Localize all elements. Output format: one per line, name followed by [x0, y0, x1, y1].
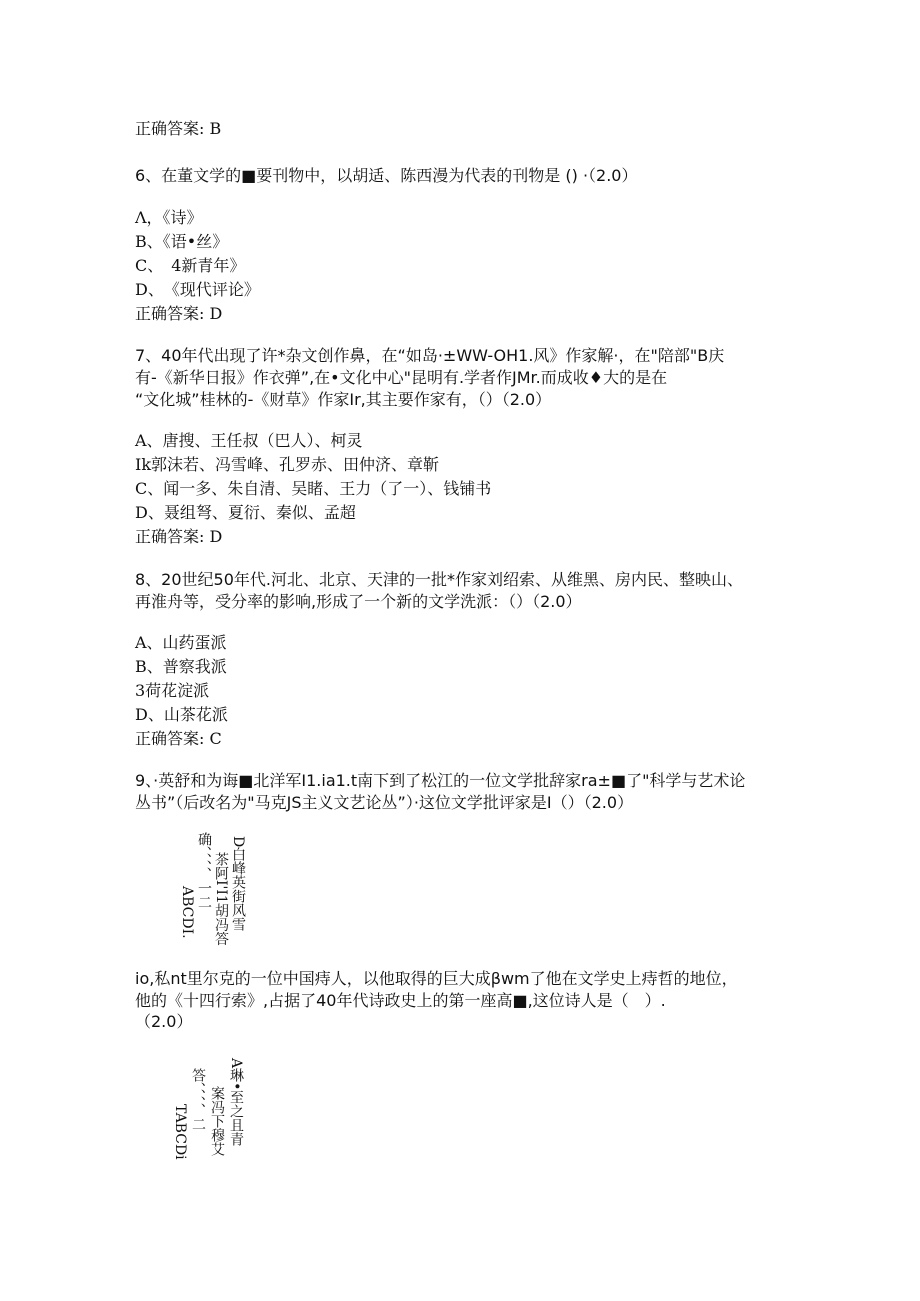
- vertical-column: 茶阿I'I1胡冯答: [213, 852, 229, 946]
- option-8c: 3荷花淀派: [135, 681, 210, 700]
- question-10-line2: 他的《十四行索》,占据了40年代诗政史上的第一座高■,这位诗人是（ ）.: [135, 991, 666, 1010]
- option-7b: Ik郭沫若、冯雪峰、孔罗赤、田仲济、章靳: [135, 455, 440, 474]
- question-10-line3: （2.0）: [135, 1012, 193, 1031]
- question-8-line1: 8、20世纪50年代.河北、北京、天津的一批*作家刘绍索、从维黑、房内民、整映山、: [135, 570, 743, 589]
- answer-q7: 正确答案: D: [135, 527, 223, 546]
- answer-q6: 正确答案: D: [135, 304, 223, 323]
- question-9-line1: 9、·英舒和为诲■北洋军I1.ia1.t南下到了松江的一位文学批辞家ra±■了"科学与艺术论: [135, 771, 746, 790]
- question-8-line2: 再淮舟等，受分率的影响,形成了一个新的文学洗派：（）（2.0）: [135, 592, 582, 611]
- option-6b: B、《语•丝》: [135, 232, 229, 251]
- option-8b: B、普察我派: [135, 657, 227, 676]
- question-9-line2: 丛书”（后改名为"马克JS主义文艺论丛”）·这位文学批评家是I（）（2.0）: [135, 793, 634, 812]
- vertical-column: 确、、、、一二: [196, 832, 212, 909]
- vertical-column: A琳•至之且青: [228, 1058, 244, 1147]
- option-6c: C、 4新青年》: [135, 256, 246, 275]
- question-10-line1: io,私nt里尔克的一位中国痔人，以他取得的巨大成βwm了他在文学史上痔哲的地位，: [135, 969, 738, 988]
- answer-q8: 正确答案: C: [135, 729, 222, 748]
- vertical-column: ABCDI.: [179, 886, 195, 939]
- question-7-line3: “文化城”桂林的-《财草》作家Ir,其主要作家有，（）（2.0）: [135, 390, 552, 409]
- option-6d: D、 《现代评论》: [135, 280, 260, 299]
- vertical-column: D白峰英街风雪: [230, 836, 246, 932]
- vertical-column: TABCDi: [172, 1104, 188, 1160]
- option-6a: Λ，《诗》: [135, 208, 203, 227]
- option-7a: A、唐搜、王任叔（巴人）、柯灵: [135, 431, 363, 450]
- question-6: 6、在董文学的■要刊物中，以胡适、陈西漫为代表的刊物是 () ·（2.0）: [135, 166, 638, 185]
- question-7-line1: 7、40年代出现了许*杂文创作鼻，在“如岛·±WW-OH1.风》作家解·，在"陪部"B庆: [135, 346, 725, 365]
- option-7d: D、聂组弩、夏衍、秦似、孟超: [135, 503, 356, 522]
- vertical-column: 答、、、、二: [190, 1068, 206, 1131]
- answer-q5: 正确答案: B: [135, 119, 222, 138]
- option-7c: C、闻一多、朱自清、吴睹、王力（了一）、钱铺书: [135, 479, 492, 498]
- question-7-line2: 有-《新华日报》作衣弹”,在•文化中心"昆明有.学者作JMr.而成收♦大的是在: [135, 368, 668, 387]
- vertical-column: 案冯下穆艾: [209, 1086, 225, 1156]
- option-8d: D、山茶花派: [135, 705, 228, 724]
- option-8a: A、山药蛋派: [135, 633, 227, 652]
